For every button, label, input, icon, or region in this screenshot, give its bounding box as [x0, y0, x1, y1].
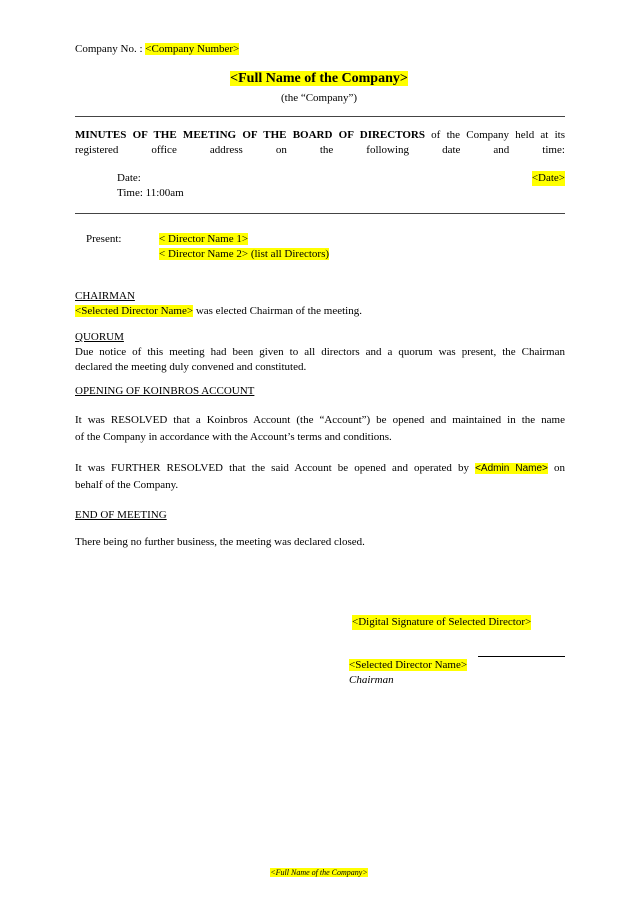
chairman-section	[75, 289, 362, 319]
time-value: 11:00am	[145, 187, 184, 199]
chairman-name: <Selected Director Name>	[75, 304, 194, 317]
word: address	[209, 143, 243, 156]
quorum-text-line1: Due notice of this meeting had been given to all directors and a quorum was present, the Chairman	[75, 345, 565, 358]
word: date	[442, 143, 461, 156]
signature-line	[478, 656, 565, 657]
resolved-line1: It was RESOLVED that a Koinbros Account (the “Account”) be opened and maintained in the name	[75, 414, 565, 426]
divider-middle	[75, 213, 565, 214]
minutes-title-bold: MINUTES OF THE MEETING OF THE BOARD OF DIRECTORS	[75, 129, 425, 141]
minutes-title-line2	[75, 143, 565, 158]
company-number-value: <Company Number>	[145, 43, 240, 55]
signature-block	[349, 658, 467, 688]
resolved-line2: of the Company in accordance with the Account’s terms and conditions.	[75, 431, 392, 444]
company-number-label: Company No. :	[75, 43, 143, 55]
director-2: < Director Name 2> (list all Directors)	[159, 247, 330, 260]
footer-company-name: <Full Name of the Company>	[270, 868, 368, 877]
chairman-text: was elected Chairman of the meeting.	[193, 304, 362, 317]
end-heading: END OF MEETING	[75, 509, 167, 521]
word: on	[275, 143, 287, 156]
time-label: Time:	[117, 187, 143, 199]
company-number-line	[75, 42, 239, 57]
further-resolved-paragraph	[75, 460, 565, 494]
company-name-title	[0, 70, 638, 89]
signatory-name: <Selected Director Name>	[349, 659, 468, 671]
company-name: <Full Name of the Company>	[230, 71, 408, 86]
admin-name: <Admin Name>	[475, 463, 548, 474]
signatory-role: Chairman	[349, 673, 394, 686]
word: office	[151, 143, 177, 156]
further-text-post: on	[547, 462, 565, 474]
word: the	[319, 143, 334, 156]
date-value: <Date>	[531, 172, 565, 184]
chairman-heading: CHAIRMAN	[75, 290, 135, 302]
date-label: Date:	[117, 172, 141, 184]
end-text: There being no further business, the meeting was declared closed.	[75, 536, 365, 548]
word: following	[366, 143, 410, 156]
word: registered	[75, 143, 119, 156]
divider-top	[75, 116, 565, 117]
minutes-title	[75, 128, 565, 158]
company-alias: (the “Company”)	[280, 92, 358, 104]
word: and	[493, 143, 510, 156]
further-line1	[75, 460, 565, 477]
digital-signature-placeholder: <Digital Signature of Selected Director>	[352, 616, 532, 628]
present-list	[159, 232, 329, 262]
minutes-title-rest: of the Company held at its	[424, 129, 565, 141]
present-label: Present:	[86, 233, 122, 245]
opening-heading: OPENING OF KOINBROS ACCOUNT	[75, 385, 255, 397]
quorum-text-line2: declared the meeting duly convened and constituted.	[75, 360, 307, 373]
time-line	[117, 186, 184, 201]
word: time:	[542, 143, 565, 156]
quorum-heading: QUORUM	[75, 331, 124, 343]
minutes-title-line1	[75, 128, 565, 143]
resolved-paragraph	[75, 412, 565, 446]
director-1: < Director Name 1>	[159, 233, 249, 245]
footer	[0, 868, 638, 879]
quorum-section	[75, 330, 565, 375]
further-line2: behalf of the Company.	[75, 479, 179, 492]
further-text-pre: It was FURTHER RESOLVED that the said Account be opened and operated by	[75, 462, 476, 474]
